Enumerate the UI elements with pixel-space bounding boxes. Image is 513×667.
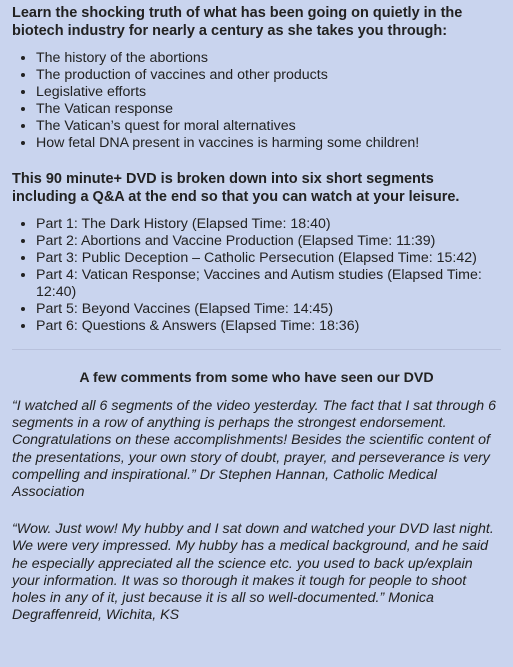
list-item: • The history of the abortions	[36, 50, 501, 67]
testimonial: “I watched all 6 segments of the video yesterday. The fact that I sat through 6 segments in a row of anything is perhaps the strongest endorsement. Congratulations on these accomplishments! Besides the scientific content of the presentations, your own story of doubt, prayer, and perseverance is very compelling and inspirational.” Dr Stephen Hannan, Catholic Medical Association	[12, 398, 496, 501]
list-item: • The Vatican response	[36, 101, 501, 118]
parts-list	[12, 216, 501, 335]
list-item: • Legislative efforts	[36, 84, 501, 101]
list-item: • Part 4: Vatican Response; Vaccines and Autism studies (Elapsed Time: 12:40)	[36, 267, 501, 301]
testimonial: “Wow. Just wow! My hubby and I sat down and watched your DVD last night. We were very impressed. My hubby has a medical background, and he said he especially appreciated all the science etc. you used to back up/explain your information. It was so thorough it makes it tough for people to shoot holes in any of it, just because it is all so well-documented.” Monica Degraffenreid, Wichita, KS	[12, 521, 494, 624]
list-item: • The production of vaccines and other products	[36, 67, 501, 84]
list-item: • The Vatican’s quest for moral alternatives	[36, 118, 501, 135]
list-item: • Part 1: The Dark History (Elapsed Time: 18:40)	[36, 216, 501, 233]
section-divider	[12, 349, 501, 350]
intro-text: Learn the shocking truth of what has been going on quietly in the biotech industry for nearly a century as she takes you through:	[12, 5, 463, 39]
list-item: • Part 2: Abortions and Vaccine Production (Elapsed Time: 11:39)	[36, 233, 501, 250]
dvd-description: This 90 minute+ DVD is broken down into six short segments including a Q&A at the end so that you can watch at your leisure.	[12, 171, 460, 205]
list-item: • Part 3: Public Deception – Catholic Persecution (Elapsed Time: 15:42)	[36, 250, 501, 267]
list-item: • How fetal DNA present in vaccines is harming some children!	[36, 135, 501, 152]
list-item: • Part 5: Beyond Vaccines (Elapsed Time: 14:45)	[36, 301, 501, 318]
list-item: • Part 6: Questions & Answers (Elapsed Time: 18:36)	[36, 318, 501, 335]
topics-list	[12, 50, 501, 152]
comments-heading: A few comments from some who have seen our DVD	[79, 370, 434, 386]
